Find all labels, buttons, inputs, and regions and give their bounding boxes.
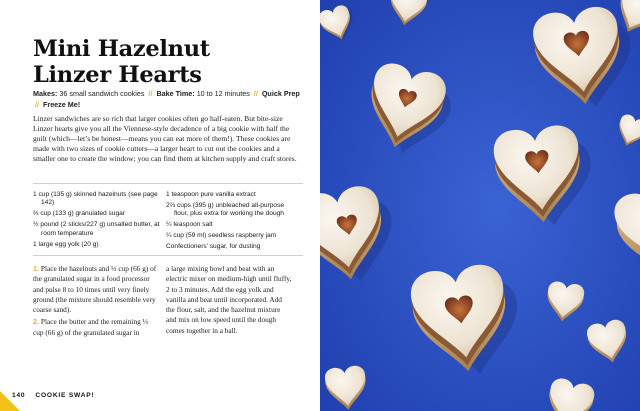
tag-quick-prep: Quick Prep: [261, 89, 300, 98]
ingredients-column-right: [166, 191, 294, 254]
ingredient-item: 1 cup (135 g) skinned hazelnuts (see page 142): [33, 191, 158, 207]
meta-separator: //: [148, 89, 153, 98]
ingredient-item: ½ pound (2 sticks/227 g) unsalted butter, at room temperature: [33, 221, 160, 237]
page-footer: [12, 392, 94, 399]
step-text: Place the hazelnuts and ⅓ cup (66 g) of the granulated sugar in a food processor and pulse 8 to 10 times until very finely ground (the mixture should resemble very coarse sand).: [33, 264, 157, 315]
steps-column-right: [166, 264, 292, 338]
page-number: 140: [12, 392, 26, 399]
ingredients-column-left: [33, 191, 161, 252]
linzer-cookies-photo: [320, 0, 640, 411]
step-number: 1.: [33, 264, 40, 273]
ingredient-item: ⅔ cup (133 g) granulated sugar: [33, 210, 126, 218]
cookie-photo: [320, 0, 640, 411]
step-1: [33, 264, 159, 315]
divider: [33, 183, 303, 184]
steps-column-left: [33, 264, 159, 340]
ingredient-item: ¼ teaspoon salt: [166, 221, 213, 229]
divider: [33, 255, 303, 256]
ingredient-item: 1 teaspoon pure vanilla extract: [166, 191, 256, 198]
ingredient-item: 1 large egg yolk (20 g): [33, 240, 99, 248]
meta-separator: //: [35, 99, 39, 109]
makes-value: 36 small sandwich cookies: [59, 89, 145, 98]
bake-time-value: 10 to 12 minutes: [196, 89, 250, 98]
step-text: a large mixing bowl and beat with an electric mixer on medium-high until fluffy, 2 to 3 minutes. Add the egg yolk and vanilla and beat until incorporated. Add the flour, salt, and the hazelnut mixture and mix on low speed until the dough comes together in a ball.: [166, 264, 292, 335]
bake-time-label: Bake Time:: [156, 89, 195, 98]
step-number: 2.: [33, 317, 40, 327]
recipe-title: [33, 36, 303, 88]
step-2: [33, 317, 159, 338]
makes-label: Makes:: [33, 89, 58, 98]
recipe-intro: Linzer sandwiches are so rich that larger cookies often go half-eaten. But bite-size Linzer hearts give you all the Viennese-style decadence of a big cookie with half the guilt (which—let’s be honest—means you can eat more of them!). These cookies are made with two sizes of cookie cutters—a larger heart to cut out the cookies and a smaller one to create the window; you can find them at kitchen supply and craft stores.: [33, 114, 297, 164]
ingredient-item: ¼ cup (59 ml) seedless raspberry jam: [166, 232, 277, 240]
ingredient-item: Confectioners’ sugar, for dusting: [166, 243, 261, 251]
ingredient-item: 2⅔ cups (395 g) unbleached all-purpose flour, plus extra for working the dough: [166, 202, 285, 218]
meta-separator: //: [253, 89, 258, 98]
book-title: COOKIE SWAP!: [35, 392, 95, 399]
recipe-title-line-2: Linzer Hearts: [33, 62, 202, 88]
recipe-meta: [33, 89, 303, 110]
recipe-title-line-1: Mini Hazelnut: [33, 36, 210, 62]
step-text: Place the butter and the remaining ⅓ cup (66 g) of the granulated sugar in: [33, 317, 149, 337]
tag-freeze-me: Freeze Me!: [43, 99, 81, 109]
